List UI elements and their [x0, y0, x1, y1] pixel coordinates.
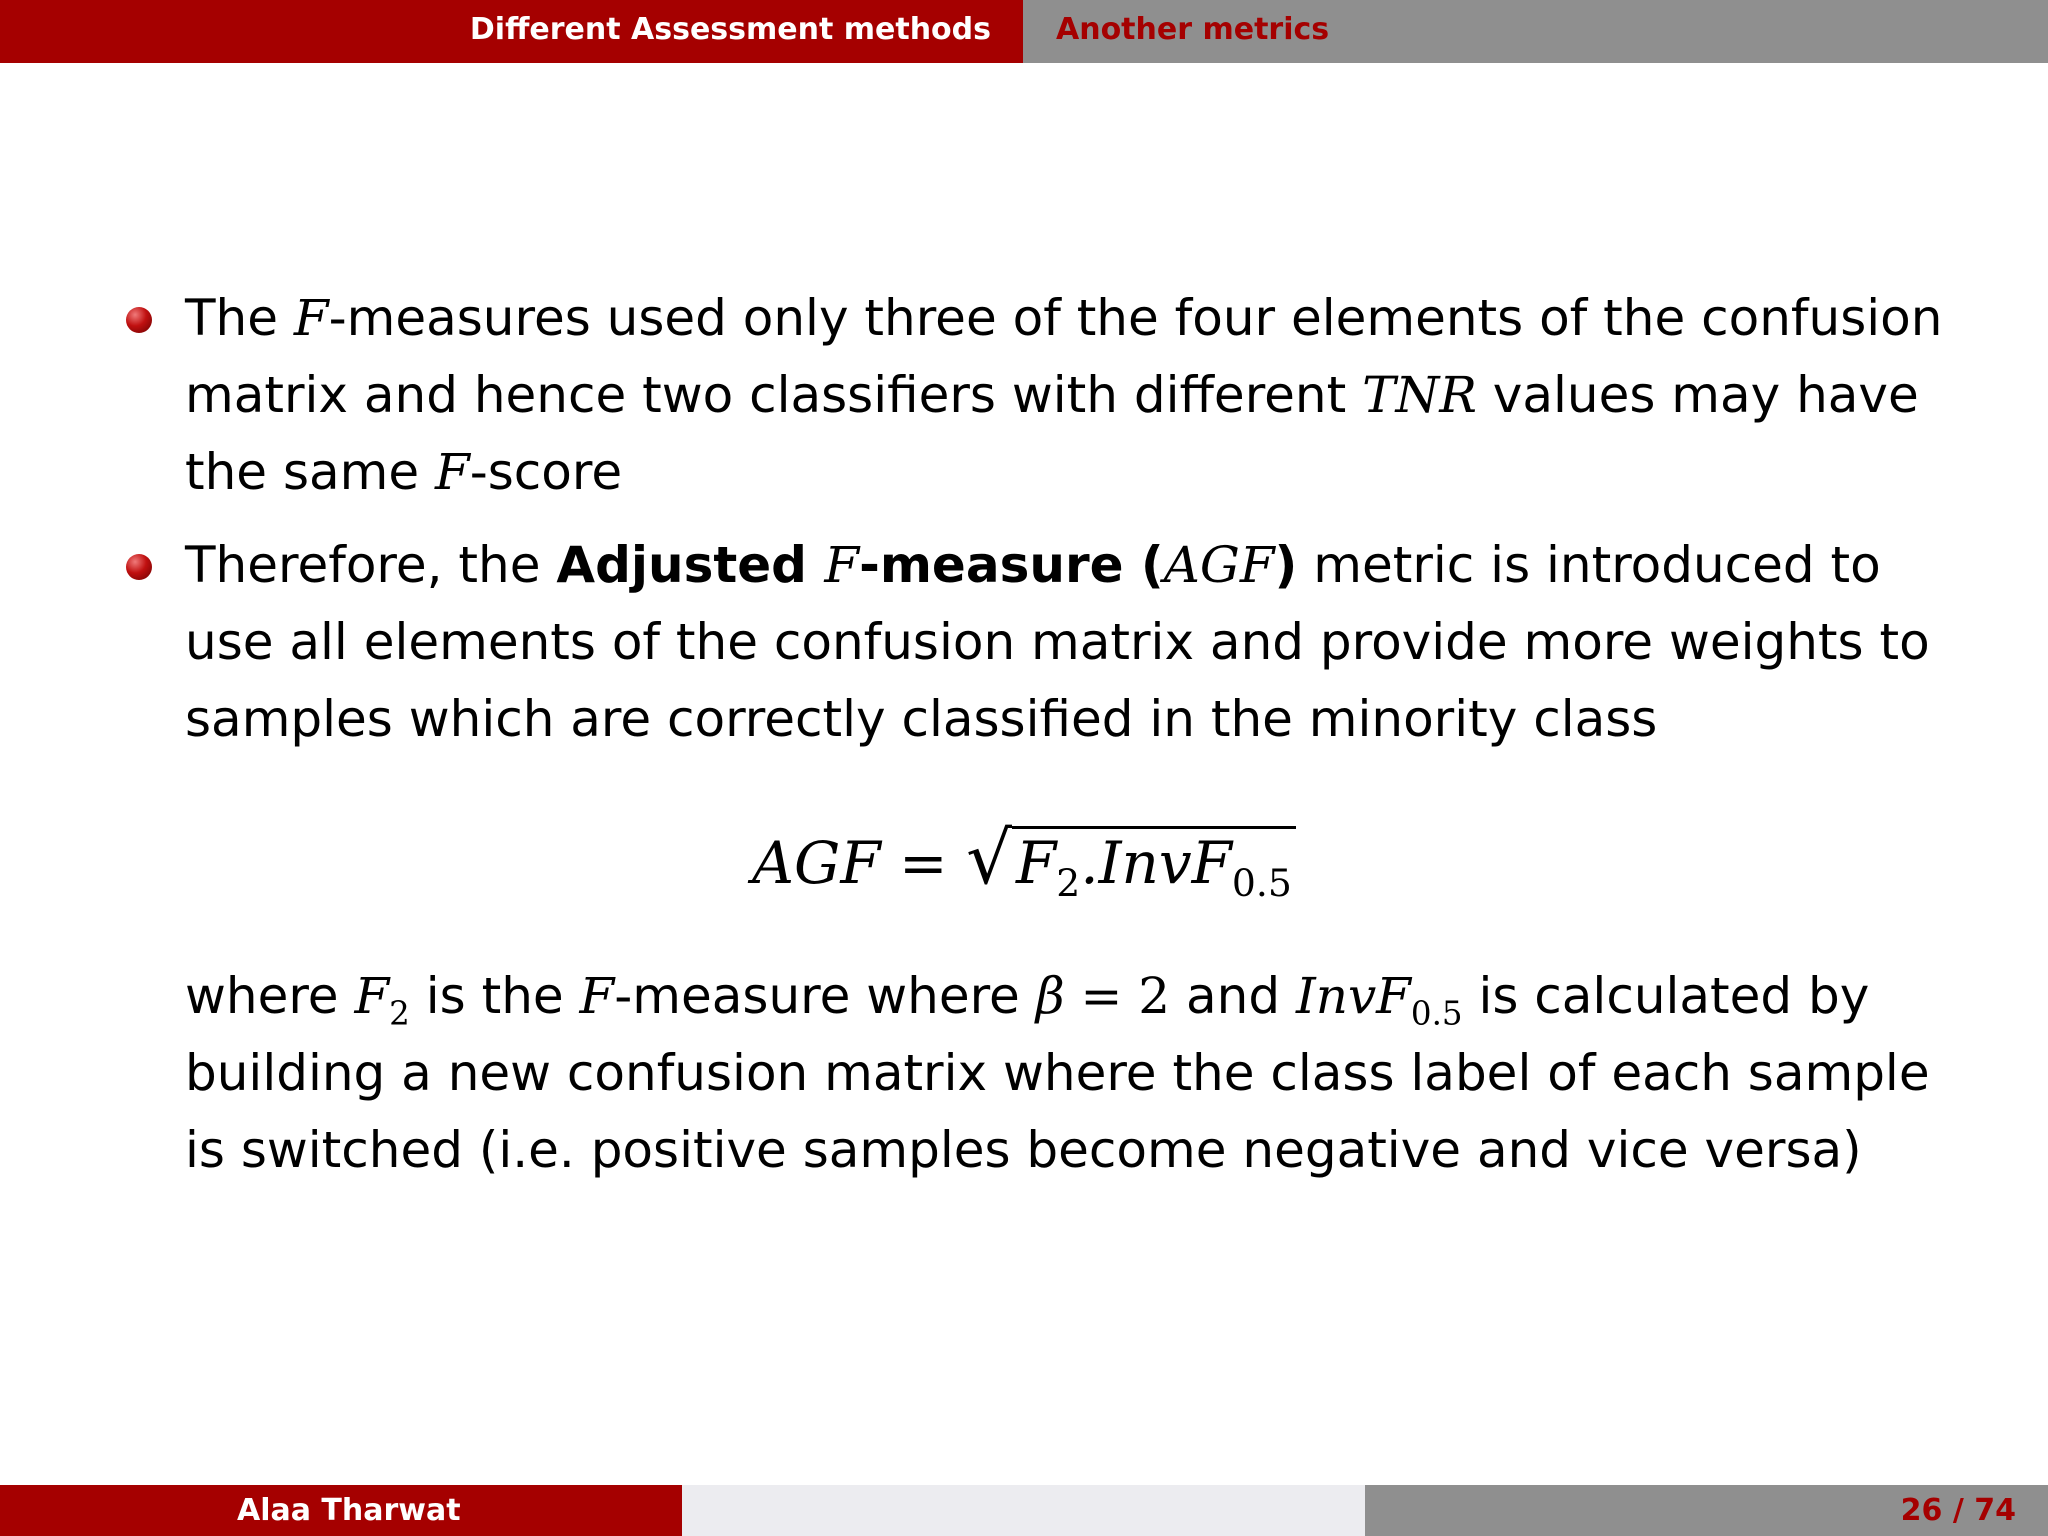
math-beta: β: [1035, 967, 1065, 1025]
eq-equals: =: [880, 829, 967, 897]
bold-text: ): [1274, 536, 1298, 594]
math-f: F: [435, 443, 470, 501]
bullet-icon: [126, 307, 152, 333]
text: The: [185, 289, 294, 347]
header-section-title[interactable]: Different Assessment methods: [469, 12, 991, 47]
text: -measures used only three of the four elements of the confusion matrix and hence two classifiers with different: [185, 289, 1943, 424]
math-sub: 2: [389, 994, 410, 1033]
eq-invf-sub: 0.5: [1231, 861, 1292, 906]
math-invf: InvF: [1295, 967, 1411, 1025]
math-f: F: [824, 536, 860, 594]
slide-header: [0, 0, 2048, 63]
footer-page-number: 26 / 74: [1900, 1493, 2016, 1528]
bullet-item-agf: [185, 527, 1965, 758]
text: -measure where: [614, 967, 1036, 1025]
header-section-bar[interactable]: [0, 0, 1023, 63]
text: Therefore, the: [185, 536, 557, 594]
text: is calculated by building a new confusion matrix where the class label of each sample is switched (i.e. positive samples become negative and vice versa): [185, 967, 1930, 1179]
radicand: [1012, 826, 1296, 906]
eq-invf: .InvF: [1080, 829, 1232, 897]
math-agf: AGF: [1163, 536, 1275, 594]
eq-f-sub: 2: [1056, 861, 1081, 906]
footer-author-bar: [0, 1485, 682, 1536]
text: values may have the same: [185, 366, 1919, 501]
footer-page-bar: [1365, 1485, 2048, 1536]
agf-equation: [0, 808, 2048, 908]
math-f: F: [293, 289, 329, 347]
text: -score: [469, 443, 623, 501]
sqrt: [966, 808, 1296, 913]
text: and: [1170, 967, 1296, 1025]
eq-lhs: AGF: [752, 829, 881, 897]
bold-text: -measure (: [859, 536, 1164, 594]
text: is the: [409, 967, 580, 1025]
header-subsection-title[interactable]: Another metrics: [1056, 12, 1330, 47]
math-tnr: TNR: [1362, 366, 1477, 424]
bold-text: Adjusted: [556, 536, 825, 594]
where-paragraph: [185, 958, 1965, 1189]
header-subsection-bar[interactable]: [1023, 0, 2048, 63]
bullet-icon: [126, 554, 152, 580]
math-sub: 0.5: [1410, 994, 1463, 1033]
text: where: [185, 967, 355, 1025]
text: metric is introduced to use all elements of the confusion matrix and provide more weights to samples which are correctly classified in the minority class: [185, 536, 1930, 748]
math-eq-2: = 2: [1064, 967, 1171, 1025]
math-f2: F: [354, 967, 390, 1025]
footer-title-bar: [682, 1485, 1365, 1536]
eq-f: F: [1015, 829, 1057, 897]
math-f: F: [579, 967, 615, 1025]
sqrt-sign-icon: √: [966, 816, 1012, 900]
footer-author: Alaa Tharwat: [237, 1493, 461, 1528]
bullet-item-f-measure: [185, 280, 1965, 511]
